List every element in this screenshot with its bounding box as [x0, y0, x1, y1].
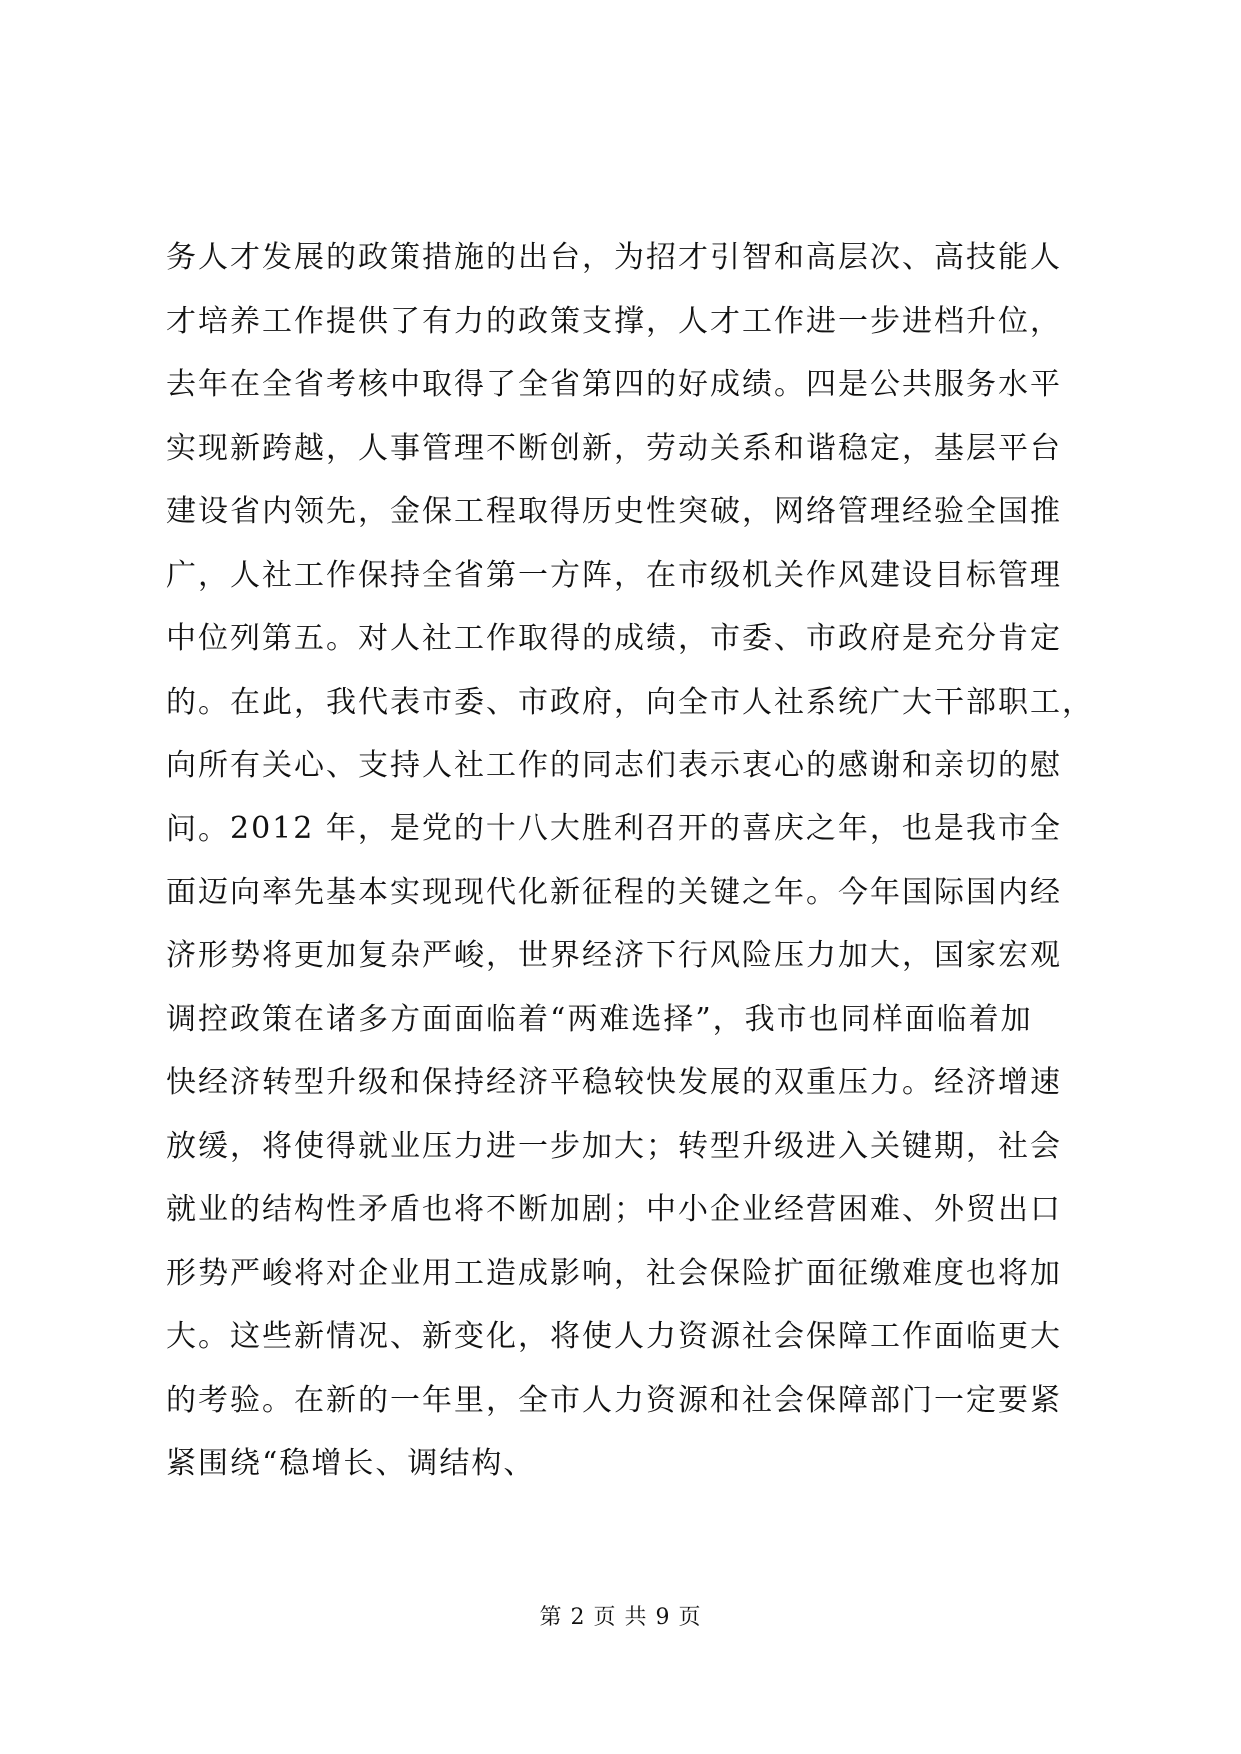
paragraph-line: 大。这些新情况、新变化，将使人力资源社会保障工作面临更大 — [166, 1319, 1062, 1354]
paragraph-2 — [166, 797, 1078, 1496]
paragraph-line: 调控政策在诸多方面面临着“两难选择”，我市也同样面临着加 — [166, 1001, 1033, 1037]
paragraph-line: 建设省内领先，金保工程取得历史性突破，网络管理经验全国推 — [166, 494, 1062, 529]
paragraph-line: 去年在全省考核中取得了全省第四的好成绩。四是公共服务水平 — [166, 367, 1062, 402]
page-number-label: 第 2 页 共 9 页 — [539, 1605, 702, 1630]
paragraph-line: 的。在此，我代表市委、市政府，向全市人社系统广大干部职工， — [166, 684, 1094, 720]
paragraph-line: 实现新跨越，人事管理不断创新，劳动关系和谐稳定，基层平台 — [166, 430, 1062, 466]
paragraph-line: 中位列第五。对人社工作取得的成绩，市委、市政府是充分肯定 — [166, 621, 1062, 656]
paragraph-1 — [166, 226, 1094, 861]
paragraph-line: 紧围绕“稳增长、调结构、 — [166, 1446, 536, 1481]
paragraph-line: 务人才发展的政策措施的出台，为招才引智和高层次、高技能人 — [166, 240, 1062, 275]
page-footer — [0, 1603, 1241, 1633]
paragraph-line: 2012 年，是党的十八大胜利召开的喜庆之年，也是我市全 — [230, 811, 1062, 846]
paragraph-line: 济形势将更加复杂严峻，世界经济下行风险压力加大，国家宏观 — [166, 938, 1062, 973]
paragraph-line: 向所有关心、支持人社工作的同志们表示衷心的感谢和亲切的慰 — [166, 748, 1062, 783]
paragraph-line: 广，人社工作保持全省第一方阵，在市级机关作风建设目标管理 — [166, 557, 1062, 593]
paragraph-line: 的考验。在新的一年里，全市人力资源和社会保障部门一定要紧 — [166, 1382, 1062, 1418]
paragraph-line: 问。 — [166, 811, 230, 847]
paragraph-line: 放缓，将使得就业压力进一步加大；转型升级进入关键期，社会 — [166, 1128, 1062, 1164]
paragraph-line: 就业的结构性矛盾也将不断加剧；中小企业经营困难、外贸出口 — [166, 1192, 1062, 1227]
paragraph-line: 面迈向率先基本实现现代化新征程的关键之年。今年国际国内经 — [166, 874, 1062, 910]
paragraph-line: 才培养工作提供了有力的政策支撑，人才工作进一步进档升位， — [166, 303, 1062, 339]
paragraph-line: 快经济转型升级和保持经济平稳较快发展的双重压力。经济增速 — [166, 1065, 1062, 1100]
paragraph-line: 形势严峻将对企业用工造成影响，社会保险扩面征缴难度也将加 — [166, 1255, 1062, 1291]
